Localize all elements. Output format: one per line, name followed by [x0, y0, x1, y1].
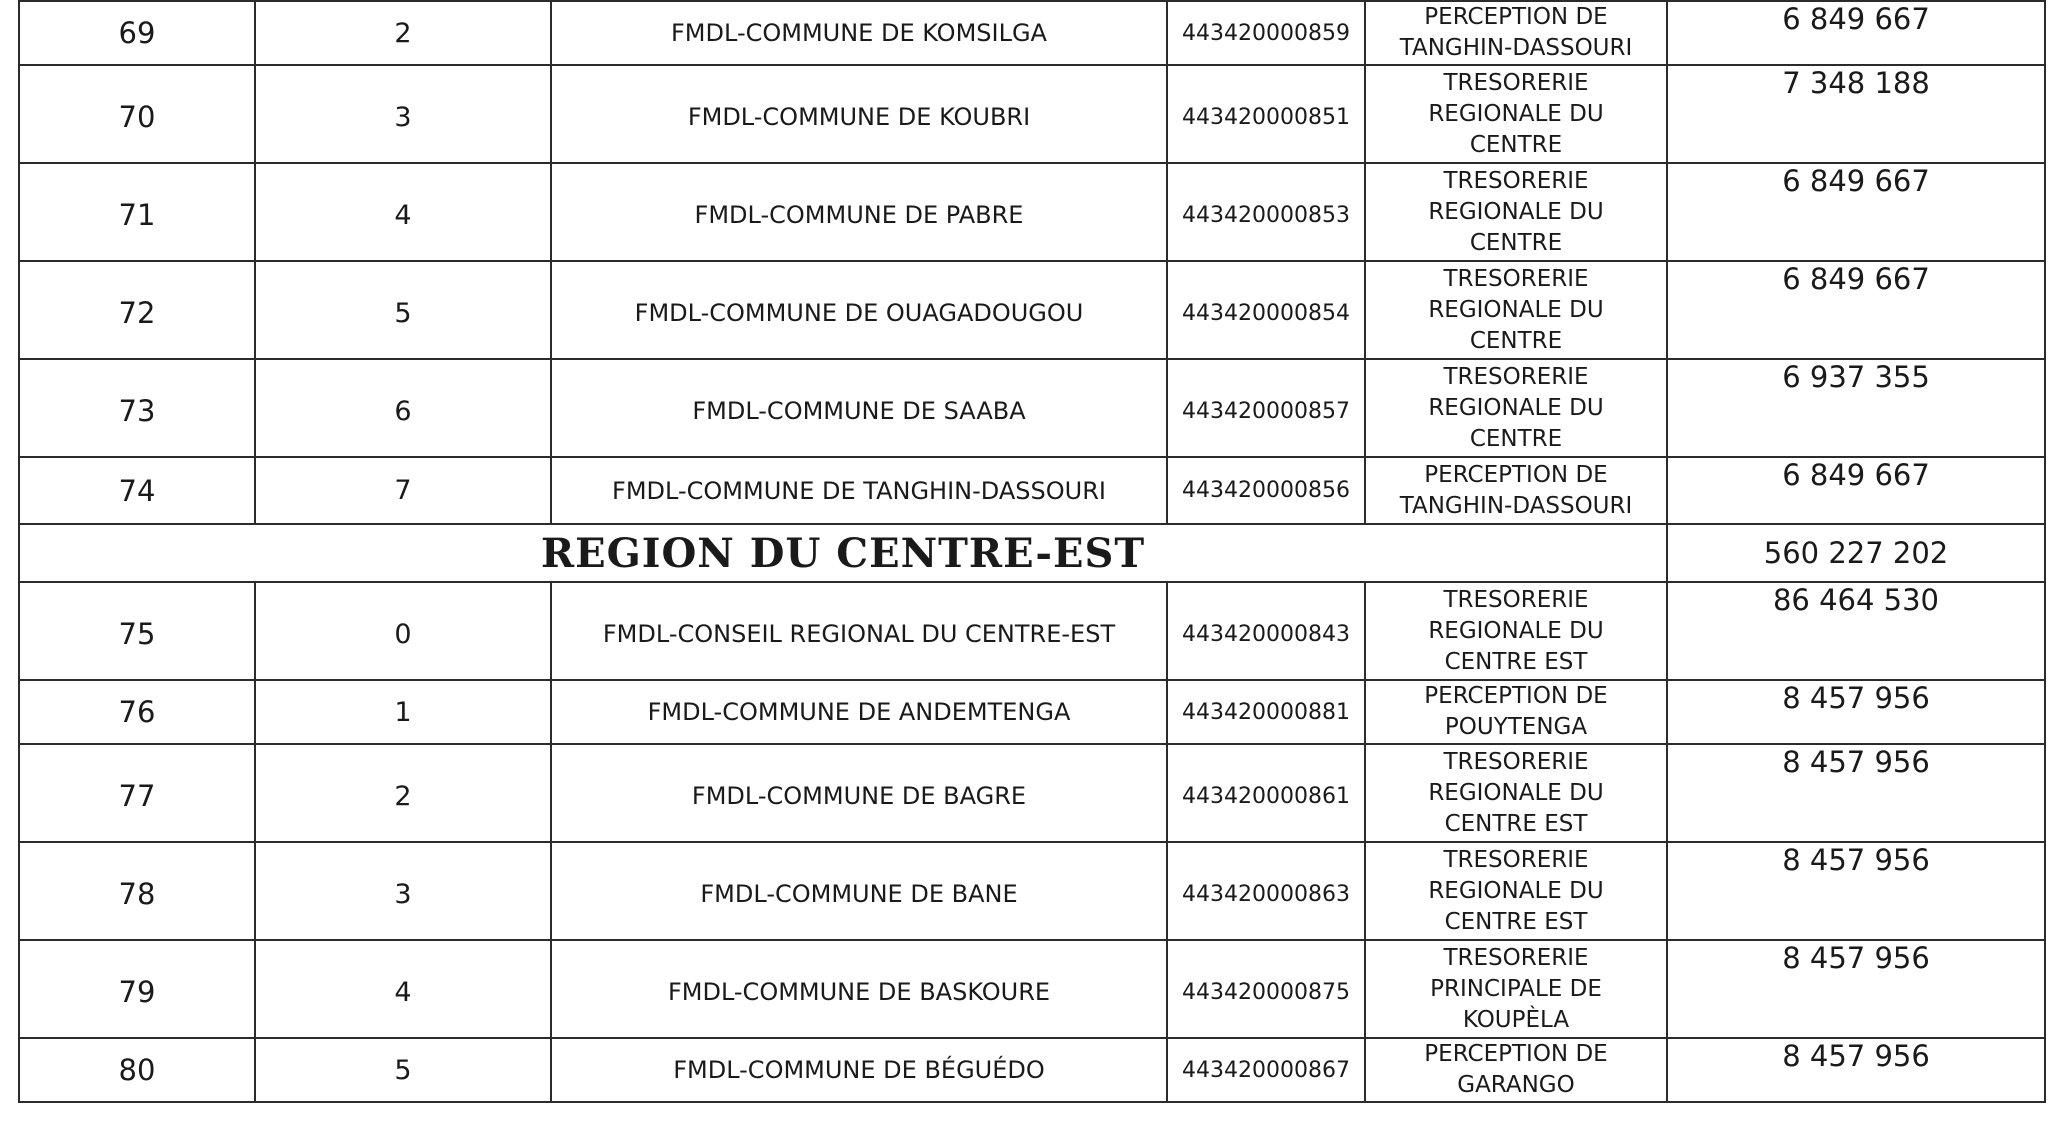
row-sub-number: 2 [255, 1, 551, 65]
payee-line: REGIONALE DU [1428, 296, 1604, 323]
payee-line: PERCEPTION DE [1424, 1041, 1608, 1067]
region-total: 560 227 202 [1667, 524, 2045, 582]
row-number: 70 [19, 65, 255, 163]
table-row [19, 1038, 2045, 1102]
account-number: 443420000851 [1167, 65, 1365, 163]
table-row [19, 744, 2045, 842]
account-number: 443420000856 [1167, 457, 1365, 524]
table-row [19, 1, 2045, 65]
entity-name: FMDL-COMMUNE DE BANE [551, 842, 1167, 940]
payee-line: PERCEPTION DE [1424, 683, 1608, 709]
payee-line: REGIONALE DU [1428, 779, 1604, 806]
payee-line: CENTRE EST [1444, 810, 1588, 837]
row-number: 72 [19, 261, 255, 359]
payee-line: TRESORERIE [1443, 167, 1589, 194]
account-number: 443420000867 [1167, 1038, 1365, 1102]
payee-line: REGIONALE DU [1428, 198, 1604, 225]
row-sub-number: 5 [255, 261, 551, 359]
row-number: 73 [19, 359, 255, 457]
entity-name: FMDL-COMMUNE DE BAGRE [551, 744, 1167, 842]
amount: 8 457 956 [1667, 680, 2045, 744]
payee-line: CENTRE [1469, 425, 1563, 452]
entity-name: FMDL-COMMUNE DE OUAGADOUGOU [551, 261, 1167, 359]
row-number: 76 [19, 680, 255, 744]
account-number: 443420000863 [1167, 842, 1365, 940]
payee-cell [1365, 940, 1667, 1038]
allocation-table-sheet [18, 0, 2046, 1103]
payee-cell [1365, 582, 1667, 680]
entity-name: FMDL-COMMUNE DE TANGHIN-DASSOURI [551, 457, 1167, 524]
payee-line: TRESORERIE [1443, 846, 1589, 873]
payee-cell [1365, 1038, 1667, 1102]
account-number: 443420000861 [1167, 744, 1365, 842]
payee-line: TRESORERIE [1443, 586, 1589, 613]
payee-line: REGIONALE DU [1428, 617, 1604, 644]
row-sub-number: 6 [255, 359, 551, 457]
row-sub-number: 5 [255, 1038, 551, 1102]
row-number: 79 [19, 940, 255, 1038]
account-number: 443420000859 [1167, 1, 1365, 65]
region-row [19, 524, 2045, 582]
amount: 7 348 188 [1667, 65, 2045, 163]
payee-cell [1365, 680, 1667, 744]
account-number: 443420000853 [1167, 163, 1365, 261]
row-sub-number: 4 [255, 163, 551, 261]
amount: 8 457 956 [1667, 1038, 2045, 1102]
row-number: 78 [19, 842, 255, 940]
payee-line: REGIONALE DU [1428, 100, 1604, 127]
payee-line: POUYTENGA [1444, 714, 1588, 740]
account-number: 443420000881 [1167, 680, 1365, 744]
row-sub-number: 3 [255, 65, 551, 163]
table-row [19, 261, 2045, 359]
payee-cell [1365, 457, 1667, 524]
row-number: 74 [19, 457, 255, 524]
payee-line: GARANGO [1457, 1072, 1575, 1098]
amount: 6 937 355 [1667, 359, 2045, 457]
payee-line: TRESORERIE [1443, 363, 1589, 390]
amount: 8 457 956 [1667, 744, 2045, 842]
amount: 8 457 956 [1667, 940, 2045, 1038]
payee-cell [1365, 65, 1667, 163]
payee-cell [1365, 261, 1667, 359]
row-sub-number: 4 [255, 940, 551, 1038]
entity-name: FMDL-CONSEIL REGIONAL DU CENTRE-EST [551, 582, 1167, 680]
account-number: 443420000875 [1167, 940, 1365, 1038]
entity-name: FMDL-COMMUNE DE SAABA [551, 359, 1167, 457]
entity-name: FMDL-COMMUNE DE BÉGUÉDO [551, 1038, 1167, 1102]
payee-line: PERCEPTION DE [1424, 461, 1608, 488]
table-row [19, 940, 2045, 1038]
payee-cell [1365, 163, 1667, 261]
payee-line: PRINCIPALE DE [1430, 975, 1602, 1002]
payee-line: PERCEPTION DE [1424, 4, 1608, 30]
region-title: REGION DU CENTRE-EST [19, 524, 1667, 582]
row-number: 77 [19, 744, 255, 842]
entity-name: FMDL-COMMUNE DE KOUBRI [551, 65, 1167, 163]
row-sub-number: 1 [255, 680, 551, 744]
allocation-table [18, 0, 2046, 1103]
table-row [19, 842, 2045, 940]
payee-line: TRESORERIE [1443, 748, 1589, 775]
payee-line: KOUPÈLA [1462, 1006, 1570, 1033]
payee-line: TRESORERIE [1443, 944, 1589, 971]
table-row [19, 163, 2045, 261]
payee-line: REGIONALE DU [1428, 394, 1604, 421]
payee-cell [1365, 744, 1667, 842]
row-number: 80 [19, 1038, 255, 1102]
payee-line: CENTRE EST [1444, 908, 1588, 935]
amount: 6 849 667 [1667, 163, 2045, 261]
table-row [19, 680, 2045, 744]
payee-line: TANGHIN-DASSOURI [1399, 492, 1633, 519]
row-number: 69 [19, 1, 255, 65]
row-sub-number: 7 [255, 457, 551, 524]
payee-cell [1365, 1, 1667, 65]
amount: 6 849 667 [1667, 457, 2045, 524]
payee-line: REGIONALE DU [1428, 877, 1604, 904]
payee-cell [1365, 842, 1667, 940]
entity-name: FMDL-COMMUNE DE ANDEMTENGA [551, 680, 1167, 744]
row-sub-number: 3 [255, 842, 551, 940]
table-row [19, 359, 2045, 457]
row-sub-number: 0 [255, 582, 551, 680]
payee-line: CENTRE [1469, 327, 1563, 354]
row-sub-number: 2 [255, 744, 551, 842]
table-row [19, 582, 2045, 680]
amount: 86 464 530 [1667, 582, 2045, 680]
amount: 6 849 667 [1667, 261, 2045, 359]
entity-name: FMDL-COMMUNE DE PABRE [551, 163, 1167, 261]
account-number: 443420000843 [1167, 582, 1365, 680]
payee-line: CENTRE EST [1444, 648, 1588, 675]
entity-name: FMDL-COMMUNE DE BASKOURE [551, 940, 1167, 1038]
amount: 6 849 667 [1667, 1, 2045, 65]
payee-line: TRESORERIE [1443, 69, 1589, 96]
row-number: 75 [19, 582, 255, 680]
payee-line: TANGHIN-DASSOURI [1399, 35, 1633, 61]
table-row [19, 457, 2045, 524]
amount: 8 457 956 [1667, 842, 2045, 940]
table-row [19, 65, 2045, 163]
payee-line: TRESORERIE [1443, 265, 1589, 292]
payee-line: CENTRE [1469, 229, 1563, 256]
row-number: 71 [19, 163, 255, 261]
account-number: 443420000857 [1167, 359, 1365, 457]
entity-name: FMDL-COMMUNE DE KOMSILGA [551, 1, 1167, 65]
payee-cell [1365, 359, 1667, 457]
payee-line: CENTRE [1469, 131, 1563, 158]
account-number: 443420000854 [1167, 261, 1365, 359]
